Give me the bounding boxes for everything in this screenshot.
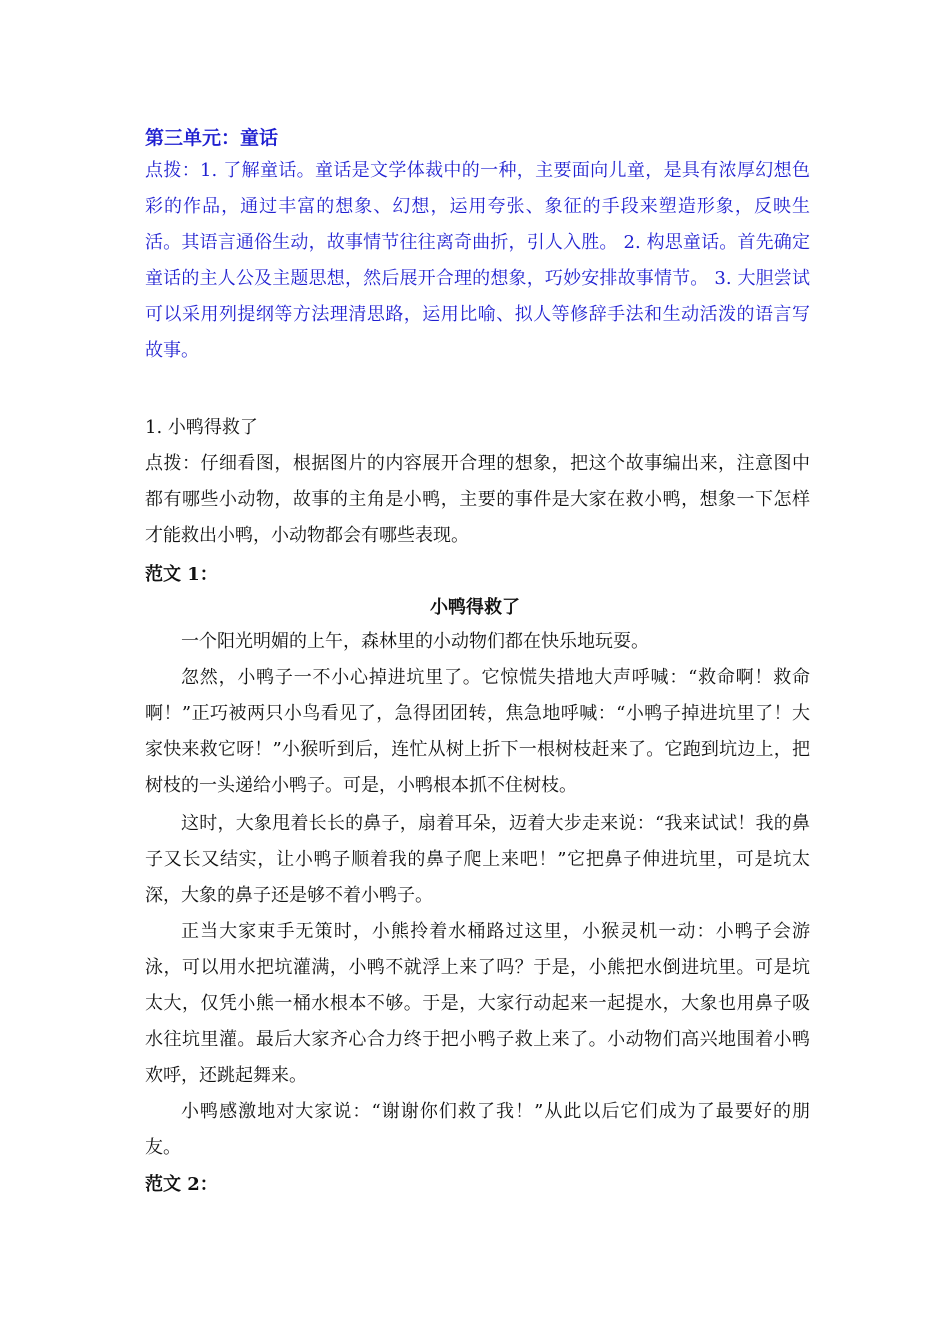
sample1-story-title: 小鸭得救了 xyxy=(430,597,520,618)
sample1-paragraph-5: 小鸭感激地对大家说：“谢谢你们救了我！”从此以后它们成为了最要好的朋友。 xyxy=(145,1101,810,1158)
sample1-paragraph-3: 这时，大象甩着长长的鼻子，扇着耳朵，迈着大步走来说：“我来试试！我的鼻子又长又结实，让小鸭子顺着我的鼻子爬上来吧！”它把鼻子伸进坑里，可是坑太深，大象的鼻子还是够不着小鸭子。 xyxy=(145,813,810,906)
sample1-paragraph-1: 一个阳光明媚的上午，森林里的小动物们都在快乐地玩耍。 xyxy=(181,631,649,652)
unit-title: 第三单元：童话 xyxy=(145,127,279,149)
sample1-label: 范文 1： xyxy=(145,564,218,585)
sample1-paragraph-2: 忽然，小鸭子一不小心掉进坑里了。它惊慌失措地大声呼喊：“救命啊！救命啊！”正巧被两只小鸟看见了，急得团团转，焦急地呼喊：“小鸭子掉进坑里了！大家快来救它呀！”小猴听到后，连忙从树上折下一根树枝赶来了。它跑到坑边上，把树枝的一头递给小鸭子。可是，小鸭根本抓不住树枝。 xyxy=(145,667,810,796)
topic-title: 1. 小鸭得救了 xyxy=(145,417,258,438)
unit-tip-paragraph: 点拨：1. 了解童话。童话是文学体裁中的一种，主要面向儿童，是具有浓厚幻想色彩的作品，通过丰富的想象、幻想，运用夸张、象征的手段来塑造形象，反映生活。其语言通俗生动，故事情节往往离奇曲折，引人入胜。 2. 构思童话。首先确定童话的主人公及主题思想，然后展开合理的想象，巧妙安排故事情节。 3. 大胆尝试可以采用列提纲等方法理清思路，运用比喻、拟人等修辞手法和生动活泼的语言写故事。 xyxy=(145,160,810,361)
sample1-paragraph-4: 正当大家束手无策时，小熊拎着水桶路过这里，小猴灵机一动：小鸭子会游泳，可以用水把坑灌满，小鸭不就浮上来了吗？于是，小熊把水倒进坑里。可是坑太大，仅凭小熊一桶水根本不够。于是，大家行动起来一起提水，大象也用鼻子吸水往坑里灌。最后大家齐心合力终于把小鸭子救上来了。小动物们高兴地围着小鸭欢呼，还跳起舞来。 xyxy=(145,921,810,1086)
sample2-label: 范文 2： xyxy=(145,1174,218,1195)
topic-tip-paragraph: 点拨：仔细看图，根据图片的内容展开合理的想象，把这个故事编出来，注意图中都有哪些小动物，故事的主角是小鸭，主要的事件是大家在救小鸭，想象一下怎样才能救出小鸭，小动物都会有哪些表现。 xyxy=(145,453,810,546)
